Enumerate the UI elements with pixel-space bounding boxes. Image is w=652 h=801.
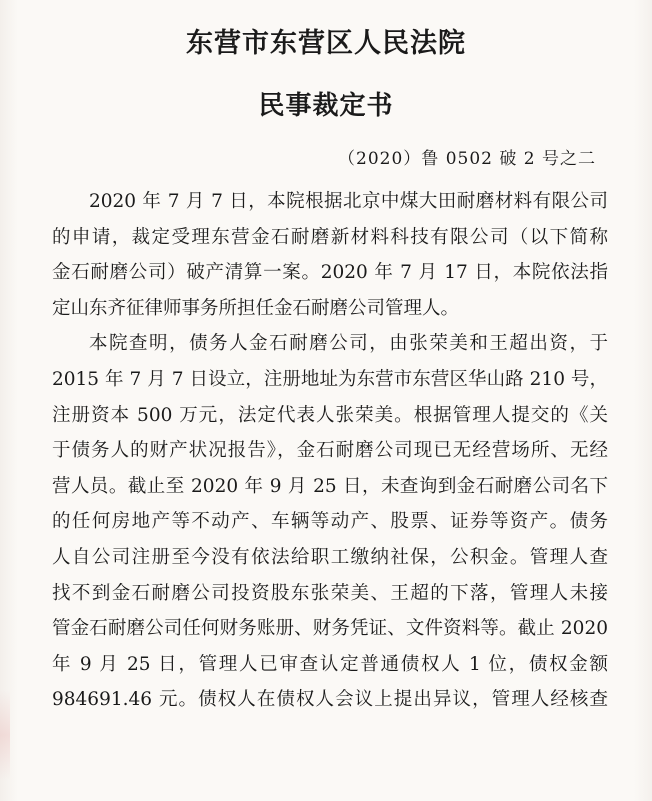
ruling-body [52,184,608,718]
body-line: 人自公司注册至今没有依法给职工缴纳社保，公积金。管理人查 [52,546,608,568]
body-line: 注册资本 500 万元，法定代表人张荣美。根据管理人提交的《关 [52,404,608,426]
case-number: （2020）鲁 0502 破 2 号之二 [338,149,596,169]
body-line: 年 9 月 25 日，管理人已审查认定普通债权人 1 位，债权金额 [52,653,608,675]
body-line: 2015 年 7 月 7 日设立，注册地址为东营市东营区华山路 210 号， [52,368,608,390]
body-line: 的任何房地产等不动产、车辆等动产、股票、证券等资产。债务 [52,511,608,533]
body-line: 金石耐磨公司）破产清算一案。2020 年 7 月 17 日，本院依法指 [52,262,608,284]
document-type-heading: 民事裁定书 [258,91,394,121]
body-line: 管金石耐磨公司任何财务账册、财务凭证、文件资料等。截止 2020 [52,618,608,640]
court-name-heading: 东营市东营区人民法院 [186,28,466,59]
body-line: 定山东齐征律师事务所担任金石耐磨公司管理人。 [52,297,460,319]
body-line: 找不到金石耐磨公司投资股东张荣美、王超的下落，管理人未接 [52,582,608,604]
seal-edge-mark [0,690,10,780]
body-line: 984691.46 元。债权人在债权人会议上提出异议，管理人经核查 [52,689,608,711]
body-line: 于债务人的财产状况报告》，金石耐磨公司现已无经营场所、无经 [52,440,608,462]
body-line: 营人员。截止至 2020 年 9 月 25 日，未查询到金石耐磨公司名下 [52,475,608,497]
body-line: 2020 年 7 月 7 日，本院根据北京中煤大田耐磨材料有限公司 [89,191,608,212]
body-line: 本院查明，债务人金石耐磨公司，由张荣美和王超出资，于 [89,333,608,355]
body-line: 的申请，裁定受理东营金石耐磨新材料科技有限公司（以下简称 [52,226,608,248]
